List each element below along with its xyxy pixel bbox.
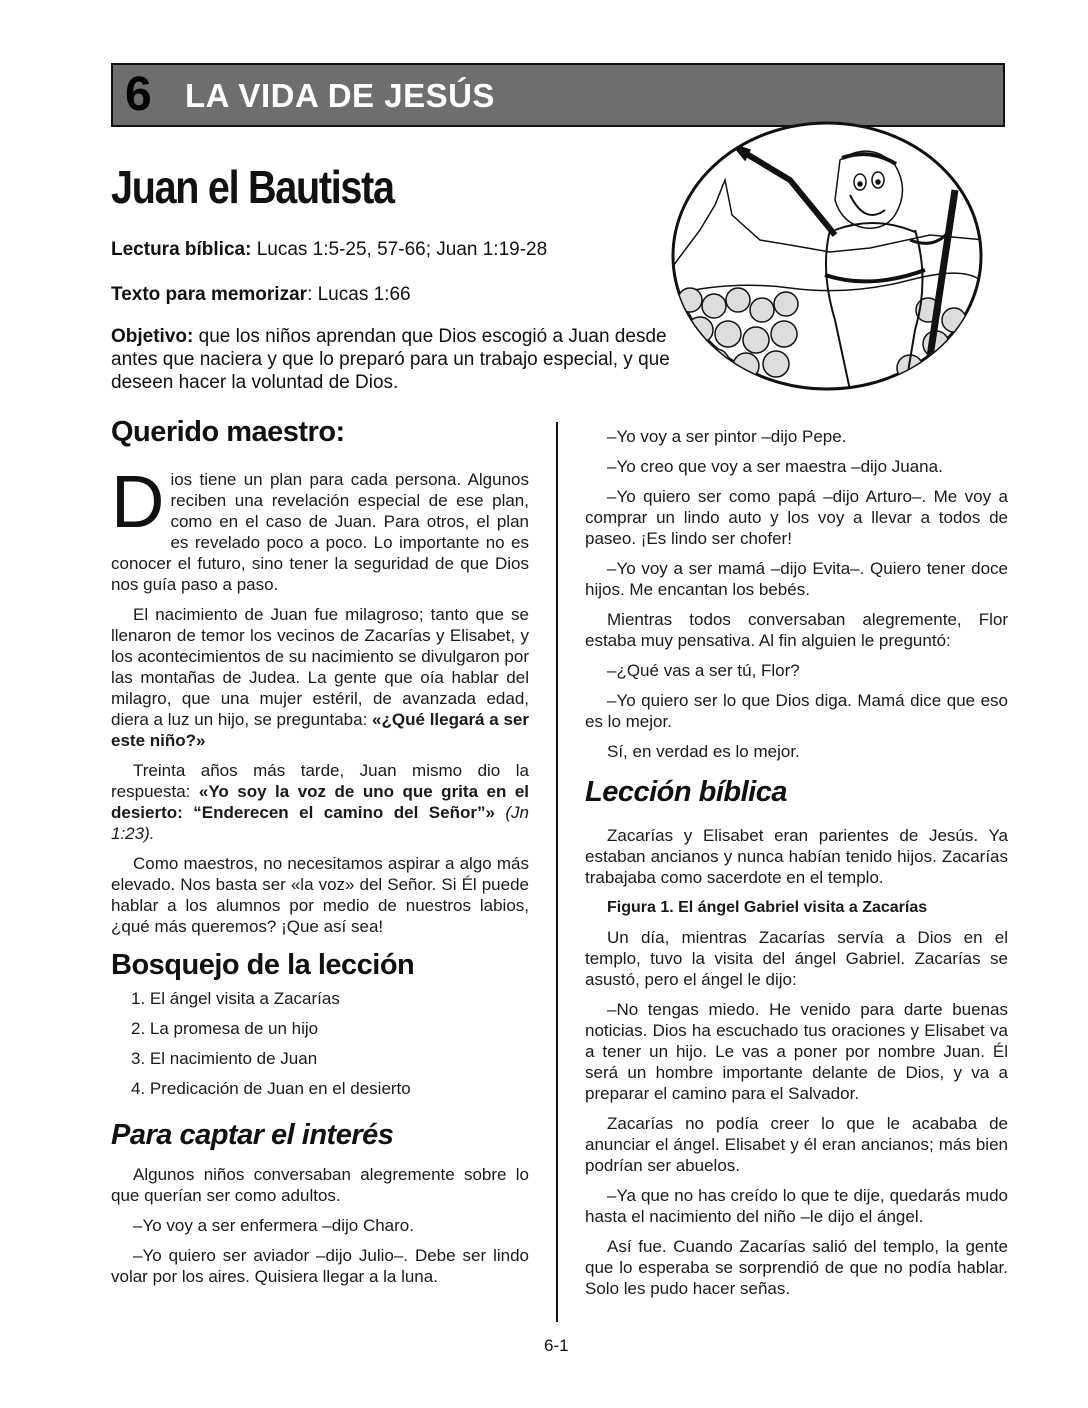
lesson-outline [111, 988, 529, 1099]
john-the-baptist-illustration [670, 120, 985, 392]
texto-value: : Lucas 1:66 [307, 284, 411, 305]
querido-maestro-heading: Querido maestro: [111, 416, 345, 448]
unit-header-band [111, 63, 1005, 127]
bosquejo-heading: Bosquejo de la lección [111, 949, 415, 981]
interes-paragraph: –Yo voy a ser enfermera –dijo Charo. [133, 1216, 414, 1235]
lesson-paragraph: Así fue. Cuando Zacarías salió del templo, la gente que lo esperaba se sorprendió de que no podía hablar. Solo les pudo hacer señas. [585, 1237, 1008, 1298]
right-column [585, 426, 1008, 1308]
paragraph-respuesta [111, 760, 529, 844]
figure-caption: Figura 1. El ángel Gabriel visita a Zacarías [607, 899, 928, 916]
nacimiento-text: El nacimiento de Juan fue milagroso; tanto que se llenaron de temor los vecinos de Zacarías y Elisabet, y los acontecimientos de su nacimiento se divulgaron por las montañas de Judea. La gente que oía hablar del milagro, que una mujer estéril, de avanzada edad, diera a luz un hijo, se preguntaba: [111, 605, 529, 729]
respuesta-text: Treinta años más tarde, Juan mismo dio la respuesta: [111, 761, 529, 801]
outline-item: 1. El ángel visita a Zacarías [131, 989, 340, 1008]
objetivo-value: que los niños aprendan que Dios escogió a Juan desde antes que naciera y que lo preparó para un trabajo especial, y que deseen hacer la voluntad de Dios. [111, 326, 670, 393]
lesson-paragraph: Zacarías y Elisabet eran parientes de Jesús. Ya estaban ancianos y nunca habían tenido hijos. Zacarías trabajaba como sacerdote en el templo. [585, 826, 1008, 887]
dialogue-line: –Yo creo que voy a ser maestra –dijo Juana. [607, 457, 943, 476]
lectura-biblica [111, 238, 671, 261]
paragraph-nacimiento [111, 604, 529, 751]
leccion-biblica-heading: Lección bíblica [585, 776, 787, 808]
lesson-paragraph: –No tengas miedo. He venido para darte buenas noticias. Dios ha escuchado tus oraciones y Elisabet va a tener un hijo. Le vas a poner por nombre Juan. Él será un hombre importante delante de Dios, y va a preparar el camino para el Salvador. [585, 1000, 1008, 1103]
dialogue-line: Sí, en verdad es lo mejor. [607, 742, 800, 761]
left-column [111, 416, 529, 1296]
respuesta-quote: «Yo soy la voz de uno que grita en el desierto: “Enderecen el camino del Señor”» [111, 782, 529, 822]
unit-title: LA VIDA DE JESÚS [185, 77, 495, 114]
dialogue-line: –Yo quiero ser lo que Dios diga. Mamá dice que eso es lo mejor. [585, 691, 1008, 731]
page-number: 6-1 [544, 1336, 569, 1355]
lectura-value: Lucas 1:5-25, 57-66; Juan 1:19-28 [251, 239, 548, 260]
outline-item: 4. Predicación de Juan en el desierto [131, 1079, 411, 1098]
respuesta-ref: (Jn 1:23). [111, 803, 529, 843]
interes-paragraph: –Yo quiero ser aviador –dijo Julio–. Debe ser lindo volar por los aires. Quisiera llegar a la luna. [111, 1246, 529, 1286]
dialogue-line: –¿Qué vas a ser tú, Flor? [607, 661, 800, 680]
lectura-label: Lectura bíblica: [111, 239, 252, 260]
column-divider [556, 422, 558, 1322]
dialogue-line: –Yo quiero ser como papá –dijo Arturo–. Me voy a comprar un lindo auto y los voy a llevar a todos de paseo. ¡Es lindo ser chofer! [585, 487, 1008, 548]
lesson-paragraph: Zacarías no podía creer lo que le acababa de anunciar el ángel. Elisabet y él eran ancianos; más bien podrían ser abuelos. [585, 1114, 1008, 1175]
interes-heading: Para captar el interés [111, 1119, 394, 1151]
lesson-title: Juan el Bautista [111, 161, 394, 213]
intro-text: ios tiene un plan para cada persona. Algunos reciben una revelación especial de ese plan, como en el caso de Juan. Para otros, el plan es revelado poco a poco. Lo importante no es conocer el futuro, sino tener la seguridad de que Dios nos guía paso a paso. [111, 470, 529, 594]
nacimiento-quote: «¿Qué llegará a ser este niño?» [111, 710, 529, 750]
lesson-paragraph: –Ya que no has creído lo que te dije, quedarás mudo hasta el nacimiento del niño –le dijo el ángel. [585, 1186, 1008, 1226]
unit-number: 6 [125, 68, 152, 121]
dialogue-line: –Yo voy a ser mamá –dijo Evita–. Quiero tener doce hijos. Me encantan los bebés. [585, 559, 1008, 599]
texto-label: Texto para memorizar [111, 284, 308, 305]
intro-paragraph [111, 460, 529, 595]
outline-item: 2. La promesa de un hijo [131, 1019, 319, 1038]
dialogue-line: Mientras todos conversaban alegremente, Flor estaba muy pensativa. Al fin alguien le preguntó: [585, 610, 1008, 650]
lesson-paragraph: Un día, mientras Zacarías servía a Dios en el templo, tuvo la visita del ángel Gabriel. Zacarías se asustó, pero el ángel le dijo: [585, 928, 1008, 989]
objetivo-label: Objetivo: [111, 326, 194, 347]
drop-cap: D [111, 460, 165, 543]
interes-paragraph: Algunos niños conversaban alegremente sobre lo que querían ser como adultos. [111, 1165, 529, 1205]
dialogue-line: –Yo voy a ser pintor –dijo Pepe. [607, 427, 847, 446]
objetivo [111, 325, 671, 394]
outline-item: 3. El nacimiento de Juan [131, 1049, 318, 1068]
paragraph-maestros: Como maestros, no necesitamos aspirar a algo más elevado. Nos basta ser «la voz» del Señor. Si Él puede hablar a los alumnos por medio de nuestros labios, ¿qué más queremos? ¡Que así sea! [111, 854, 529, 936]
texto-memorizar [111, 283, 671, 306]
